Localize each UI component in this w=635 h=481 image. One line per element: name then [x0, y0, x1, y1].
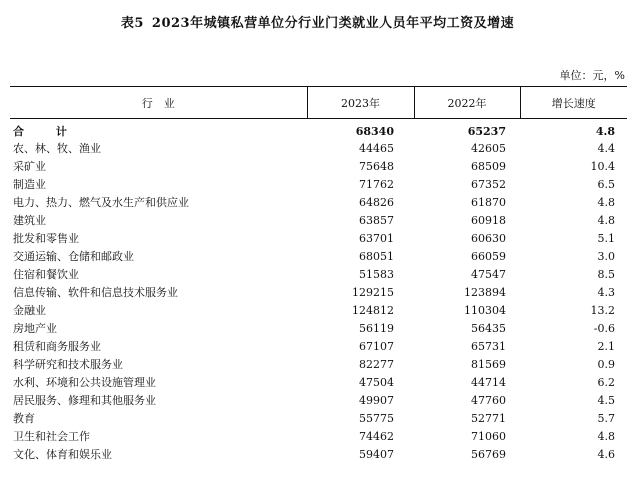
table-row: [10, 427, 627, 445]
row-value-2022: 123894: [464, 285, 506, 299]
row-growth: 2.1: [597, 339, 615, 353]
header-row: [10, 87, 627, 119]
row-value-2023: 63857: [359, 213, 394, 227]
row-industry-name: 教育: [13, 412, 35, 425]
table-title-text: 2023年城镇私营单位分行业门类就业人员年平均工资及增速: [151, 16, 515, 31]
row-growth: 13.2: [590, 303, 615, 317]
row-growth: 0.9: [597, 357, 615, 371]
row-value-2022: 66059: [471, 249, 506, 263]
row-growth: 4.8: [597, 195, 615, 209]
row-growth: 6.5: [597, 177, 615, 191]
row-value-2022: 52771: [471, 411, 506, 425]
row-industry-name: 交通运输、仓储和邮政业: [13, 250, 134, 263]
row-value-2023: 129215: [352, 285, 394, 299]
table-row: [10, 265, 627, 283]
row-industry-name: 居民服务、修理和其他服务业: [13, 394, 156, 407]
row-value-2022: 65237: [467, 124, 506, 138]
table-row-total: [10, 119, 627, 140]
row-value-2023: 63701: [359, 231, 394, 245]
row-value-2022: 65731: [471, 339, 506, 353]
row-value-2023: 68051: [359, 249, 394, 263]
row-growth: 5.1: [597, 231, 615, 245]
row-value-2023: 56119: [359, 321, 394, 335]
row-value-2023: 44465: [359, 141, 394, 155]
row-growth: 6.2: [597, 375, 615, 389]
row-industry-name: 制造业: [13, 178, 46, 191]
row-industry-name: 水利、环境和公共设施管理业: [13, 376, 156, 389]
table-row: [10, 139, 627, 157]
table-row: [10, 247, 627, 265]
table-row: [10, 301, 627, 319]
row-value-2023: 82277: [359, 357, 394, 371]
row-growth: 4.8: [597, 429, 615, 443]
table-row: [10, 283, 627, 301]
row-value-2023: 59407: [359, 447, 394, 461]
row-value-2023: 68340: [355, 124, 394, 138]
table-row: [10, 175, 627, 193]
row-value-2022: 56435: [471, 321, 506, 335]
header-2023: 2023年: [307, 87, 414, 119]
row-value-2022: 60630: [471, 231, 506, 245]
table-row: [10, 337, 627, 355]
row-growth: 4.8: [595, 124, 615, 138]
row-value-2022: 71060: [471, 429, 506, 443]
row-value-2022: 47760: [471, 393, 506, 407]
table-row: [10, 355, 627, 373]
row-value-2022: 61870: [471, 195, 506, 209]
row-value-2022: 67352: [471, 177, 506, 191]
row-value-2022: 68509: [471, 159, 506, 173]
row-growth: 4.5: [597, 393, 615, 407]
table-row: [10, 211, 627, 229]
row-industry-name: 批发和零售业: [13, 232, 79, 245]
row-value-2022: 47547: [471, 267, 506, 281]
row-value-2022: 56769: [471, 447, 506, 461]
row-value-2022: 110304: [464, 303, 506, 317]
header-2022: 2022年: [414, 87, 520, 119]
row-value-2023: 71762: [359, 177, 394, 191]
row-value-2022: 81569: [471, 357, 506, 371]
row-industry-name: 住宿和餐饮业: [13, 268, 79, 281]
table-row: [10, 391, 627, 409]
table-row: [10, 409, 627, 427]
header-industry: 行 业: [10, 87, 307, 119]
table-number: 表5: [120, 16, 144, 31]
row-value-2023: 49907: [359, 393, 394, 407]
row-industry-name: 租赁和商务服务业: [13, 340, 101, 353]
row-industry-name: 建筑业: [13, 214, 46, 227]
row-industry-name: 电力、热力、燃气及水生产和供应业: [13, 196, 189, 209]
row-growth: 4.3: [597, 285, 615, 299]
row-industry-name: 采矿业: [13, 160, 46, 173]
table-row: [10, 157, 627, 175]
row-growth: 4.6: [597, 447, 615, 461]
row-growth: 4.4: [597, 141, 615, 155]
row-value-2022: 60918: [471, 213, 506, 227]
row-growth: 8.5: [597, 267, 615, 281]
row-value-2023: 67107: [359, 339, 394, 353]
row-value-2023: 64826: [359, 195, 394, 209]
row-value-2022: 42605: [471, 141, 506, 155]
table-row: [10, 319, 627, 337]
row-industry-name: 金融业: [13, 304, 46, 317]
row-value-2023: 75648: [359, 159, 394, 173]
row-value-2023: 51583: [359, 267, 394, 281]
row-value-2023: 55775: [359, 411, 394, 425]
table-row: [10, 193, 627, 211]
row-industry-name: 卫生和社会工作: [13, 430, 90, 443]
wage-table: [10, 86, 627, 463]
table-row: [10, 373, 627, 391]
unit-label: 单位：元，%: [559, 69, 625, 82]
row-industry-name: 信息传输、软件和信息技术服务业: [13, 286, 178, 299]
row-growth: 5.7: [597, 411, 615, 425]
row-value-2023: 47504: [359, 375, 394, 389]
row-industry-name: 合 计: [13, 125, 81, 138]
row-growth: 10.4: [590, 159, 615, 173]
row-industry-name: 科学研究和技术服务业: [13, 358, 123, 371]
row-industry-name: 文化、体育和娱乐业: [13, 448, 112, 461]
row-growth: -0.6: [593, 321, 615, 335]
table-row: [10, 445, 627, 463]
row-value-2022: 44714: [471, 375, 506, 389]
row-value-2023: 74462: [359, 429, 394, 443]
table-title: [0, 12, 635, 31]
row-industry-name: 农、林、牧、渔业: [13, 142, 101, 155]
row-value-2023: 124812: [352, 303, 394, 317]
row-growth: 3.0: [597, 249, 615, 263]
row-industry-name: 房地产业: [13, 322, 57, 335]
row-growth: 4.8: [597, 213, 615, 227]
table-row: [10, 229, 627, 247]
header-growth: 增长速度: [520, 87, 627, 119]
